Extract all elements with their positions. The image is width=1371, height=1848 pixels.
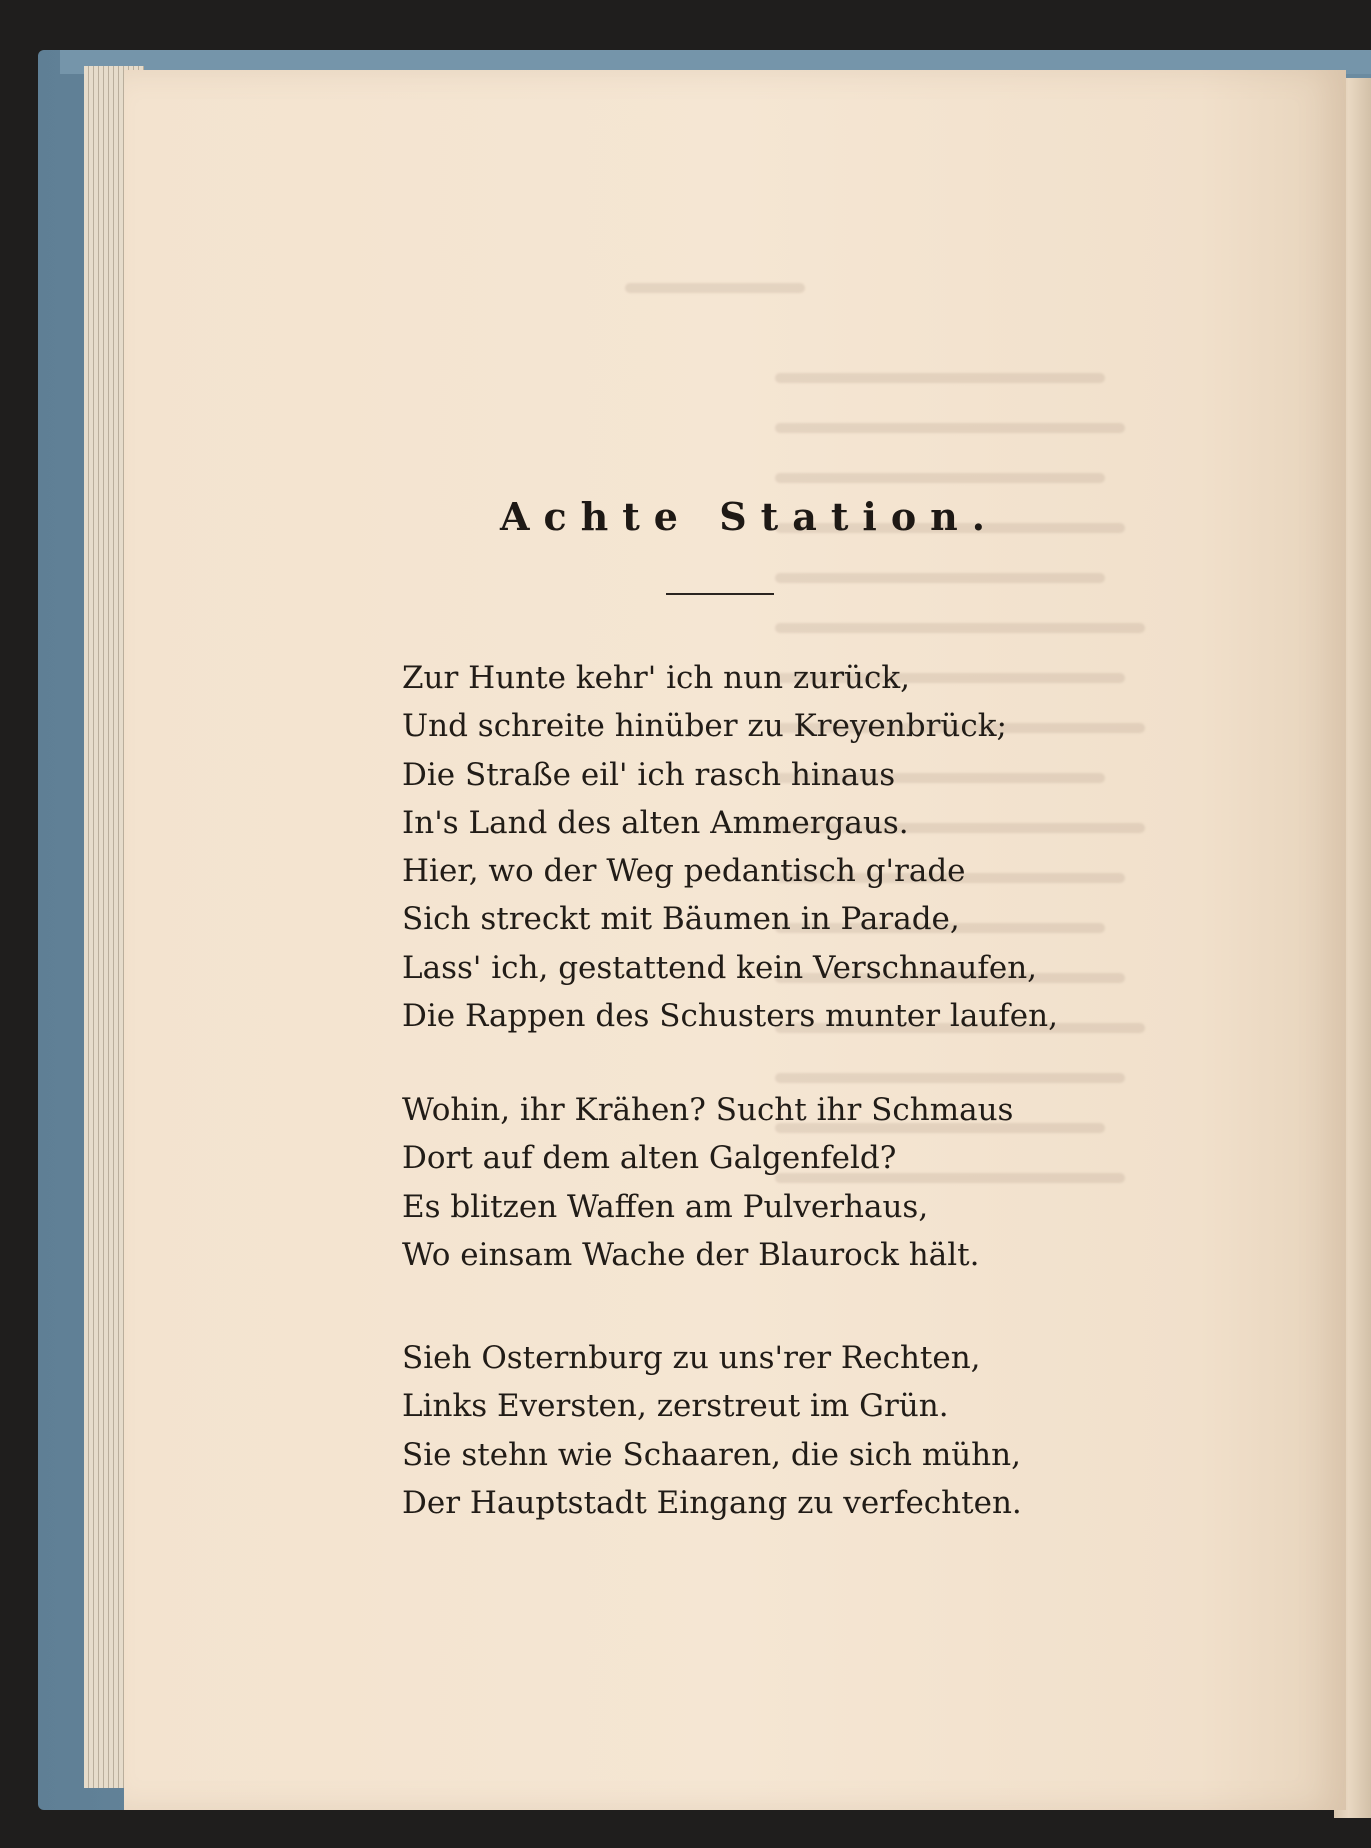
verse-line: Die Rappen des Schusters munter laufen, xyxy=(402,998,1058,1035)
chapter-title: Achte Station. xyxy=(500,494,1000,539)
verse-line: Die Straße eil' ich rasch hinaus xyxy=(402,756,896,793)
verse-line: Lass' ich, gestattend kein Verschnaufen, xyxy=(402,949,1038,986)
verse-line: Hier, wo der Weg pedantisch g'rade xyxy=(402,853,966,890)
verse-line: Und schreite hinüber zu Kreyenbrück; xyxy=(402,708,1007,745)
verse-line: Der Hauptstadt Eingang zu verfechten. xyxy=(402,1484,1022,1521)
stanza-2 xyxy=(402,1086,1062,1279)
verse-line: Zur Hunte kehr' ich nun zurück, xyxy=(402,660,911,696)
stanza-3 xyxy=(402,1334,1062,1527)
verse-line: In's Land des alten Ammergaus. xyxy=(402,804,909,841)
stanza-1 xyxy=(402,654,1062,1040)
verse-line: Es blitzen Waffen am Pulverhaus, xyxy=(402,1188,929,1225)
verse-line: Sie stehn wie Schaaren, die sich mühn, xyxy=(402,1436,1021,1473)
verse-line: Links Eversten, zerstreut im Grün. xyxy=(402,1388,949,1425)
verse-line: Sieh Osternburg zu uns'rer Rechten, xyxy=(402,1340,981,1376)
verse-line: Sich streckt mit Bäumen in Parade, xyxy=(402,901,960,938)
verse-line: Dort auf dem alten Galgenfeld? xyxy=(402,1140,897,1177)
title-rule xyxy=(666,593,774,595)
verse-line: Wo einsam Wache der Blaurock hält. xyxy=(402,1236,980,1273)
verse-line: Wohin, ihr Krähen? Sucht ihr Schmaus xyxy=(402,1092,1014,1128)
